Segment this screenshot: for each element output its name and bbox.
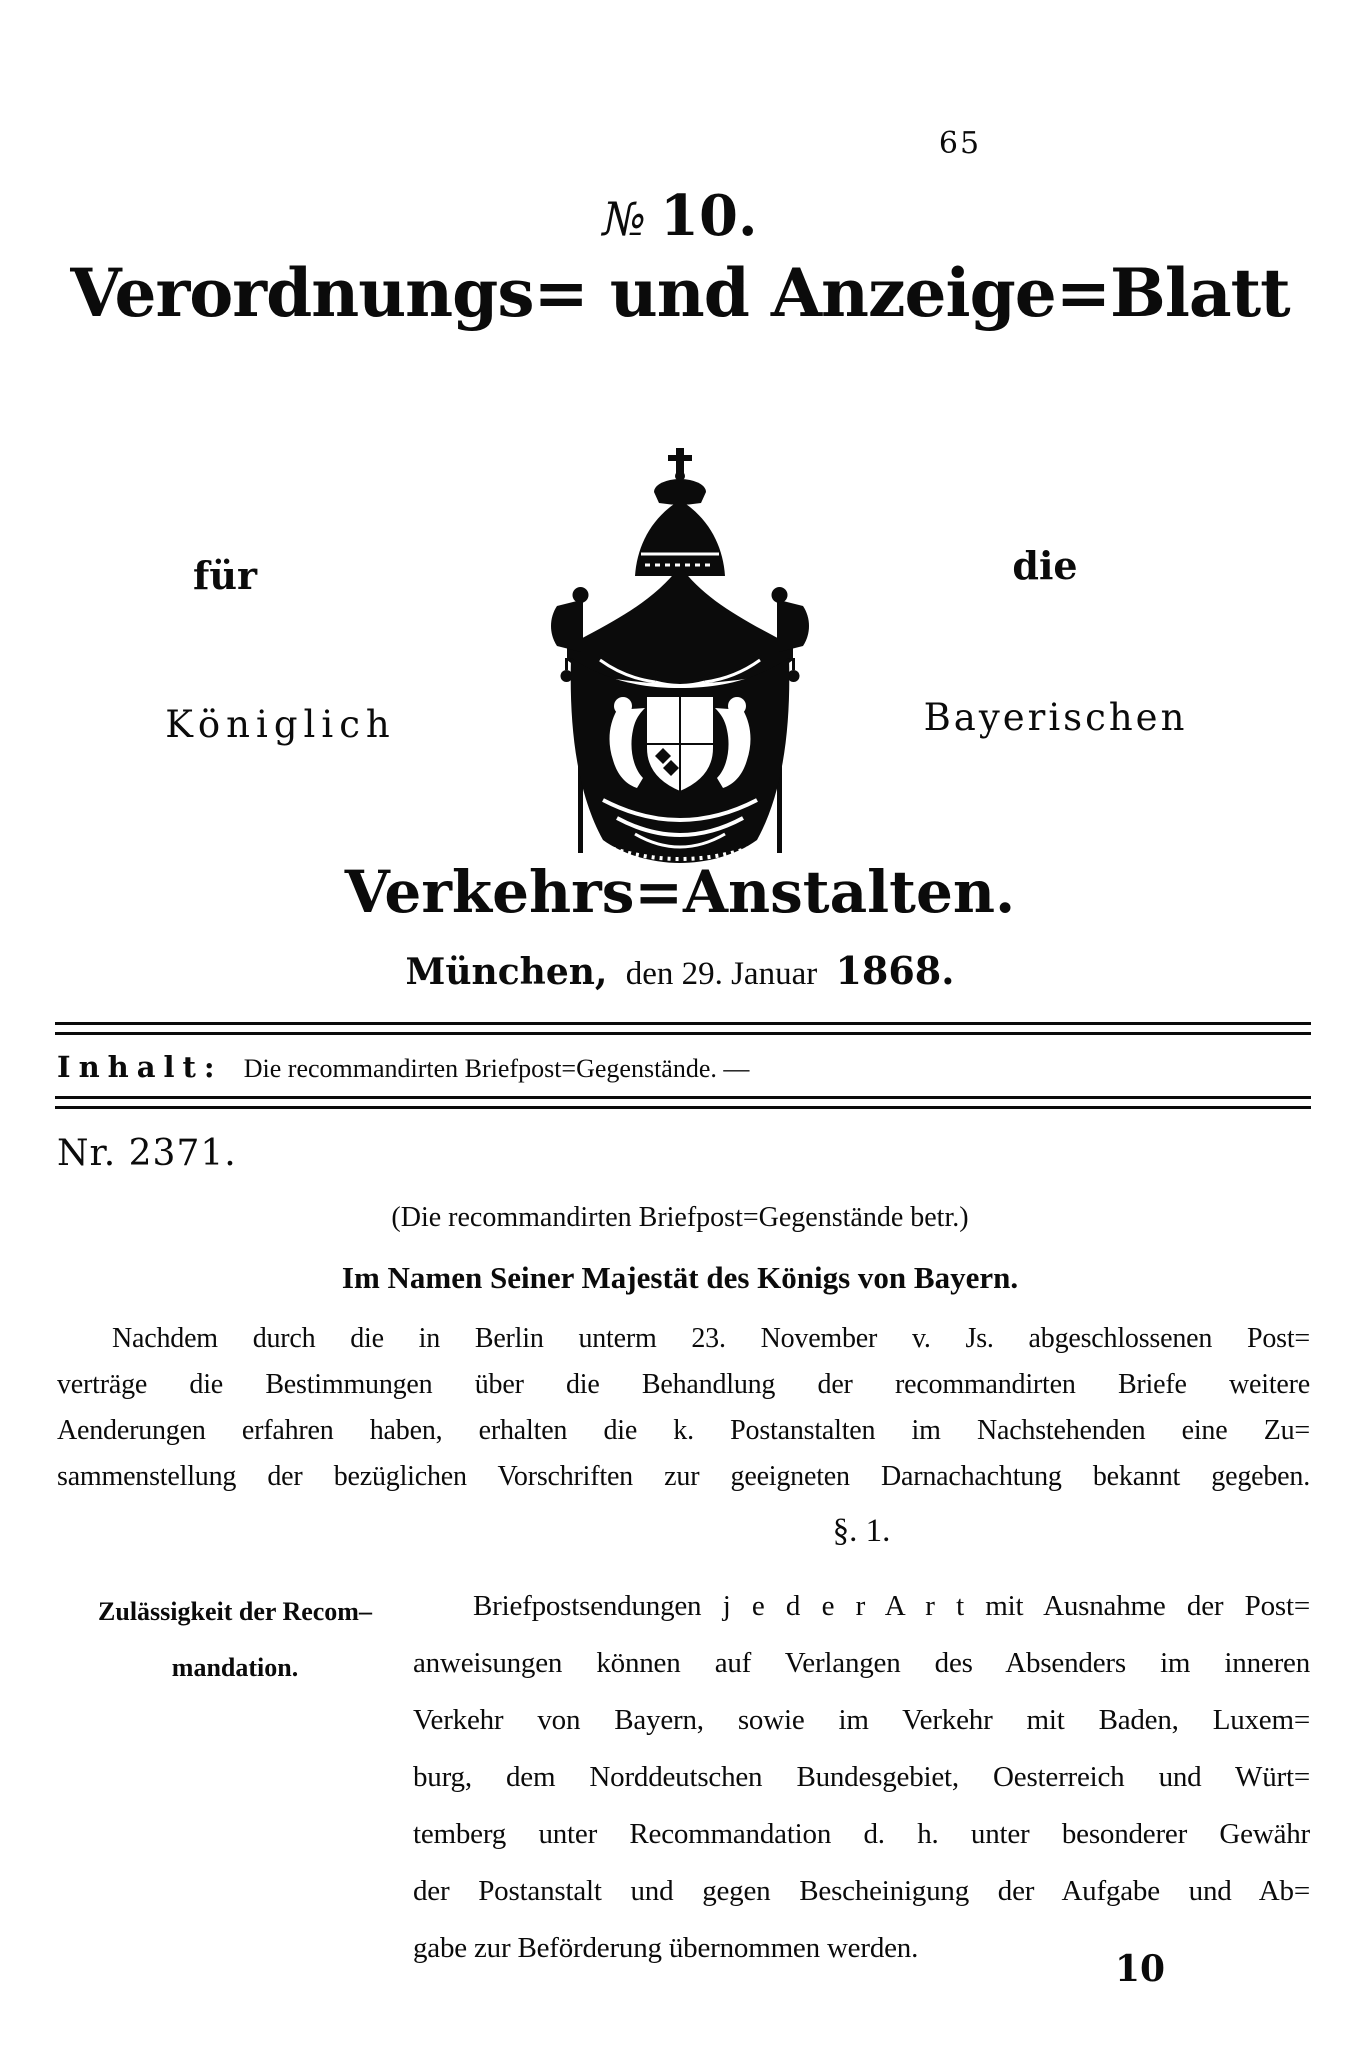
dateline xyxy=(0,948,1360,993)
numero-sign: № xyxy=(602,192,647,246)
section-heading: §. 1. xyxy=(832,1513,891,1549)
article-number: Nr. 2371. xyxy=(57,1133,237,1174)
masthead-word-fuer: für xyxy=(193,553,257,598)
bavarian-coat-of-arms-icon xyxy=(505,448,855,873)
margin-side-note xyxy=(60,1584,410,1696)
intro-line: Aenderungen erfahren haben, erhalten die k. Postanstalten im Nachstehenden eine Zu= xyxy=(57,1415,1310,1446)
signature-mark: 10 xyxy=(1114,1948,1166,1990)
intro-line: Nachdem durch die in Berlin unterm 23. November v. Js. abgeschlossenen Post= xyxy=(112,1323,1310,1354)
dateline-year: 1868. xyxy=(835,948,955,993)
contents-label: Inhalt: xyxy=(57,1050,223,1084)
contents-text: Die recommandirten Briefpost=Gegenstände. — xyxy=(243,1054,750,1083)
section-line: Verkehr von Bayern, sowie im Verkehr mit Baden, Luxem= xyxy=(413,1704,1310,1736)
intro-paragraph xyxy=(57,1316,1310,1500)
article-invocation: Im Namen Seiner Majestät des Königs von Bayern. xyxy=(341,1260,1019,1295)
section-line: burg, dem Norddeutschen Bundesgebiet, Oesterreich und Würt= xyxy=(413,1761,1310,1793)
section-line: anweisungen können auf Verlangen des Absenders im inneren xyxy=(413,1647,1310,1679)
coat-of-arms-drawing xyxy=(551,448,809,863)
section-line: gabe zur Beförderung übernommen werden. xyxy=(413,1932,919,1964)
page-number: 65 xyxy=(938,126,982,161)
side-note-line: Zulässigkeit der Recom– xyxy=(98,1597,372,1626)
bottom-double-rule xyxy=(55,1096,1311,1109)
section-line: der Postanstalt und gegen Bescheinigung der Aufgabe und Ab= xyxy=(413,1875,1310,1907)
masthead-word-koeniglich: Königlich xyxy=(165,703,396,746)
contents-bar xyxy=(57,1050,1310,1084)
dateline-date: den 29. Januar xyxy=(625,956,818,992)
section-paragraph xyxy=(413,1578,1310,1977)
masthead-word-bayerischen: Bayerischen xyxy=(923,696,1188,739)
article-subject: (Die recommandirten Briefpost=Gegenstände betr.) xyxy=(391,1202,969,1233)
section-line: Briefpostsendungen j e d e r A r t mit Ausnahme der Post= xyxy=(473,1590,1310,1622)
masthead-word-die: die xyxy=(1012,543,1078,588)
top-double-rule xyxy=(55,1022,1311,1035)
section-line: temberg unter Recommandation d. h. unter besonderer Gewähr xyxy=(413,1818,1310,1850)
masthead-subtitle: Verkehrs=Anstalten. xyxy=(344,858,1016,926)
masthead-title: Verordnungs= und Anzeige=Blatt xyxy=(70,254,1290,332)
intro-line: verträge die Bestimmungen über die Behandlung der recommandirten Briefe weitere xyxy=(57,1369,1310,1400)
issue-number: 10. xyxy=(660,183,758,249)
intro-line: sammenstellung der bezüglichen Vorschriften zur geeigneten Darnachachtung bekannt gegeben. xyxy=(57,1461,1310,1492)
dateline-place: München, xyxy=(405,951,608,993)
issue-number-line xyxy=(0,183,1360,249)
side-note-line: mandation. xyxy=(171,1653,299,1682)
